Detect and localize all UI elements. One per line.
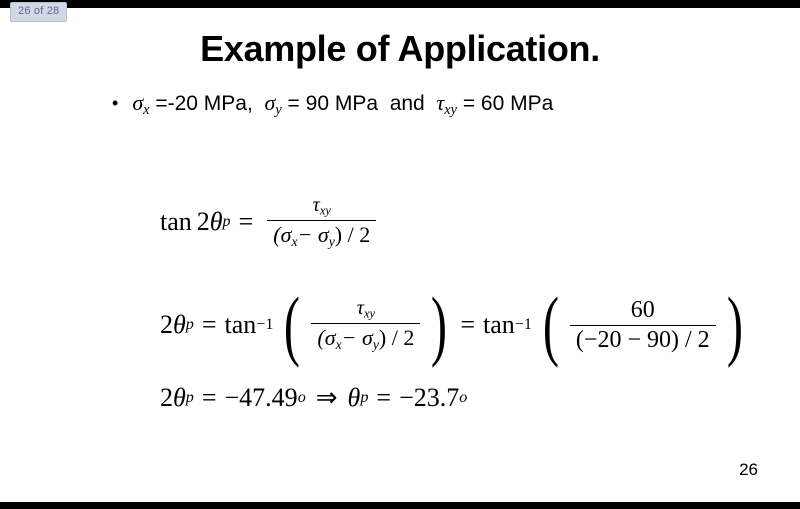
eq2-num1-tau: τ bbox=[356, 297, 364, 320]
eq3-value-2-degree: o bbox=[459, 389, 468, 406]
eq2-den1-sub2: y bbox=[372, 336, 379, 352]
eq2-fraction-1 bbox=[311, 296, 420, 354]
eq1-theta-subscript: p bbox=[222, 212, 231, 230]
eq2-arctan-2: tan bbox=[483, 310, 515, 339]
eq2-equals-1: = bbox=[201, 310, 217, 339]
slide-counter-badge[interactable]: 26 of 28 bbox=[10, 2, 67, 22]
eq1-numerator bbox=[307, 193, 337, 220]
eq3-theta-rhs: θ bbox=[347, 383, 361, 412]
eq3-equals-1: = bbox=[201, 383, 217, 412]
bullet-list-item bbox=[112, 90, 553, 123]
bullet-text bbox=[132, 90, 553, 123]
eq2-arctan-1: tan bbox=[224, 310, 257, 339]
eq2-den1-end: ) / 2 bbox=[378, 324, 415, 350]
equation-3 bbox=[160, 383, 467, 413]
tau-symbol: τ bbox=[436, 90, 445, 115]
eq2-equals-2: = bbox=[460, 310, 476, 339]
eq2-right-paren-2: ) bbox=[726, 281, 743, 368]
eq2-left-paren-1: ( bbox=[284, 281, 301, 368]
eq2-coefficient: 2 bbox=[160, 310, 173, 339]
eq3-theta-subscript: p bbox=[185, 389, 194, 406]
eq2-denominator-2: (−20 − 90) / 2 bbox=[575, 326, 710, 353]
eq2-theta: θ bbox=[173, 310, 186, 339]
equation-2 bbox=[160, 280, 748, 370]
eq2-denominator-1 bbox=[311, 324, 420, 354]
eq3-equals-2: = bbox=[376, 383, 392, 412]
eq3-theta-rhs-subscript: p bbox=[360, 389, 369, 406]
eq2-right-paren-1: ) bbox=[431, 281, 448, 368]
eq2-numerator-2: 60 bbox=[630, 296, 655, 323]
eq1-numerator-tau: τ bbox=[312, 194, 320, 216]
eq2-theta-subscript: p bbox=[185, 316, 194, 333]
conjunction: and bbox=[389, 92, 425, 115]
eq2-left-paren-2: ( bbox=[542, 281, 559, 368]
sigma-y-symbol: σ bbox=[264, 90, 276, 115]
eq1-numerator-sub: xy bbox=[319, 203, 331, 218]
eq1-den-sub2: y bbox=[328, 233, 335, 249]
eq1-tan-operator: tan bbox=[160, 206, 192, 236]
eq3-value-1: −47.49 bbox=[224, 383, 298, 412]
eq3-value-1-degree: o bbox=[297, 389, 306, 406]
eq2-num1-sub: xy bbox=[363, 306, 375, 321]
eq1-equals: = bbox=[238, 206, 254, 236]
eq3-value-2: −23.7 bbox=[399, 383, 460, 412]
eq3-implies: ⇒ bbox=[315, 383, 338, 412]
eq1-den-sub1: x bbox=[291, 233, 298, 249]
tau-subscript: xy bbox=[444, 101, 457, 118]
eq2-den1-sub1: x bbox=[335, 336, 342, 352]
eq1-den-mid: − σ bbox=[297, 221, 329, 247]
eq2-den1-open: (σ bbox=[317, 324, 336, 350]
sigma-x-symbol: σ bbox=[132, 90, 144, 115]
equation-1 bbox=[160, 193, 382, 251]
slide-title: Example of Application. bbox=[200, 28, 600, 69]
eq3-theta: θ bbox=[173, 383, 186, 412]
sigma-y-subscript: y bbox=[275, 101, 282, 118]
eq2-arctan-1-exponent: −1 bbox=[256, 316, 274, 333]
eq2-den1-mid: − σ bbox=[341, 324, 373, 350]
eq1-theta: θ bbox=[209, 206, 223, 236]
eq1-den-open: (σ bbox=[273, 221, 292, 247]
slide-page-number: 26 bbox=[739, 460, 758, 479]
eq2-numerator-1 bbox=[351, 296, 381, 323]
eq1-coefficient: 2 bbox=[196, 206, 210, 236]
eq2-fraction-2 bbox=[570, 296, 716, 355]
sigma-y-value: = 90 MPa bbox=[287, 92, 379, 115]
sigma-x-value: =-20 MPa, bbox=[155, 92, 253, 115]
tau-value: = 60 MPa bbox=[462, 92, 554, 115]
sigma-x-subscript: x bbox=[143, 101, 150, 118]
eq1-fraction bbox=[267, 193, 376, 251]
slide-canvas bbox=[0, 8, 800, 502]
eq1-den-end: ) / 2 bbox=[334, 221, 371, 247]
eq3-coefficient: 2 bbox=[160, 383, 173, 412]
eq1-denominator bbox=[267, 221, 376, 251]
eq2-arctan-2-exponent: −1 bbox=[514, 316, 532, 333]
bullet-marker: • bbox=[112, 93, 119, 113]
